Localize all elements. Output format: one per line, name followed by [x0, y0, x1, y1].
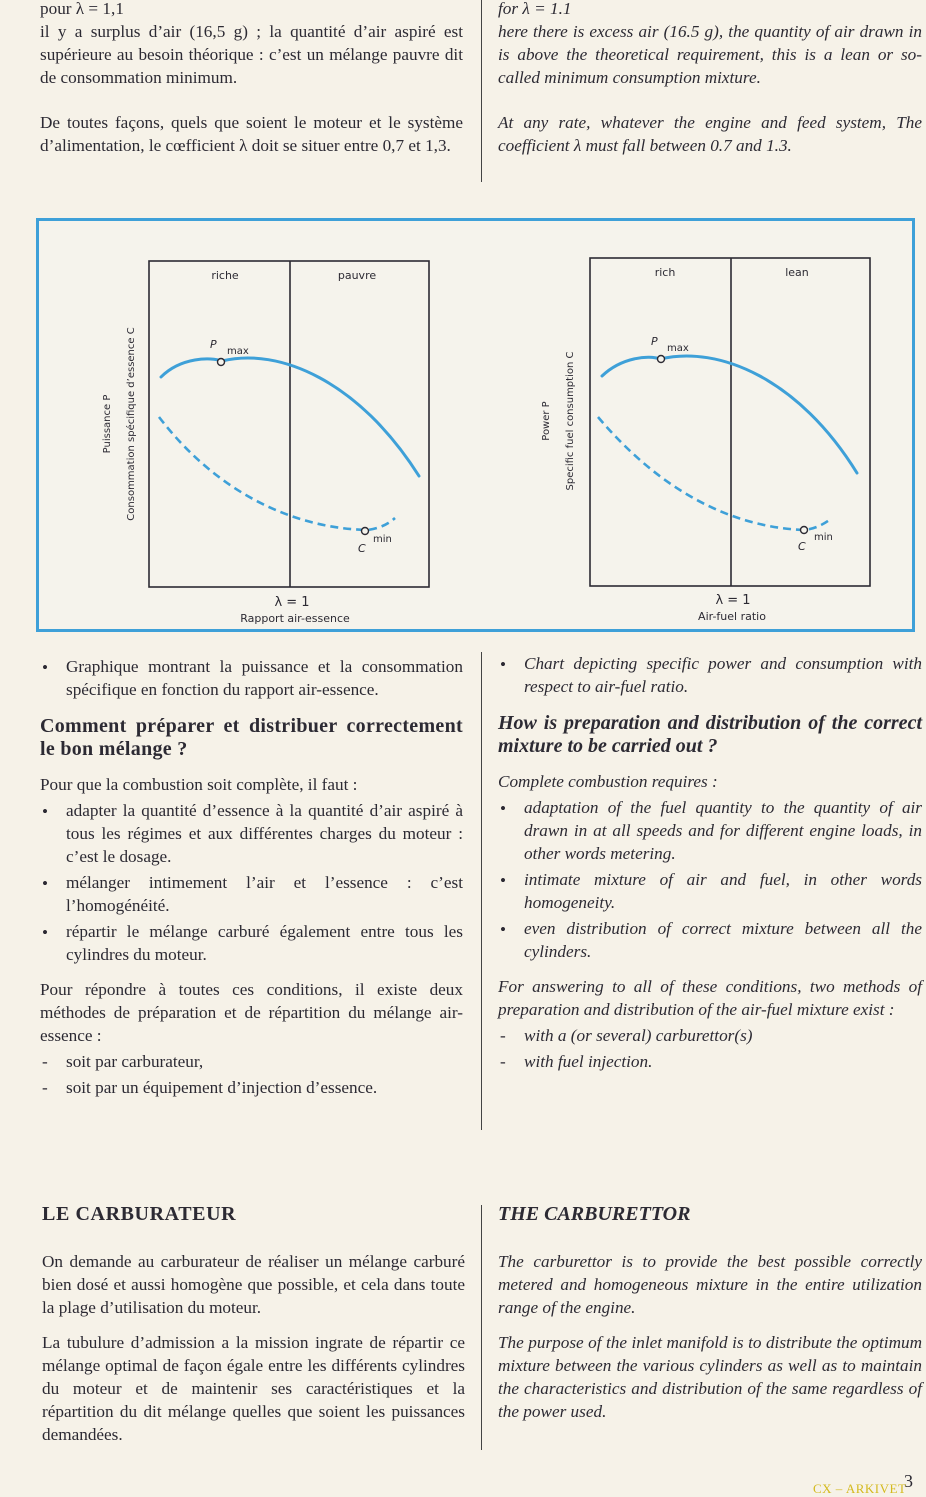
list-item: • mélanger intimement l’air et l’essence : c’est l’homogénéité. [40, 871, 463, 917]
list-item: - soit par carburateur, [40, 1050, 463, 1073]
diagram-fr-y-label-consumption: Consommation spécifique d’essence C [126, 327, 137, 521]
intro-fr-paragraph-2: De toutes façons, quels que soient le moteur et le système d’alimentation, le cœfficient λ doit se situer entre 0,7 et 1,3. [40, 113, 463, 155]
section1-fr-paragraph-2: Pour répondre à toutes ces conditions, il existe deux méthodes de préparation et de répartition du mélange air-essence : [40, 980, 463, 1045]
diagram-en-cmin-point [801, 527, 808, 534]
column-divider-middle [481, 652, 482, 1130]
diagram-en-pmax-point [658, 356, 665, 363]
list-item: • even distribution of correct mixture between all the cylinders. [498, 917, 922, 963]
section1-fr [40, 655, 463, 1111]
diagram-fr-y-label-power: Puissance P [102, 394, 113, 454]
section2-en [498, 1203, 922, 1435]
section2-en-paragraph-1: The carburettor is to provide the best possible correctly metered and homogeneous mixture in the entire utilization range of the engine. [498, 1252, 922, 1317]
list-item: • adaptation of the fuel quantity to the quantity of air drawn in at all speeds and for different engine loads, in other words metering. [498, 796, 922, 865]
section1-fr-dashes [40, 1050, 463, 1099]
diagram-en-p-sub: max [667, 343, 689, 354]
section1-fr-title: Comment préparer et distribuer correctement le bon mélange ? [40, 715, 463, 760]
page-number: 3 [904, 1471, 913, 1491]
intro-fr-lambda: pour λ = 1,1 [40, 0, 124, 18]
section1-fr-bullets [40, 799, 463, 966]
intro-en-lambda: for λ = 1.1 [498, 0, 572, 18]
diagram-fr-zone-left: riche [211, 269, 239, 282]
section1-en-bullets [498, 796, 922, 963]
list-item: - with fuel injection. [498, 1050, 922, 1073]
figure-svg [39, 221, 912, 629]
diagram-en-y-label-power: Power P [541, 401, 552, 441]
list-item: - soit par un équipement d’injection d’essence. [40, 1076, 463, 1099]
diagram-fr-cmin-point [362, 528, 369, 535]
diagram-en-power-curve [602, 356, 857, 473]
diagram-en-c-label: C [798, 540, 806, 553]
diagram-fr-c-sub: min [373, 534, 392, 545]
diagram-fr-consumption-curve [159, 417, 395, 530]
section1-fr-lead: Pour que la combustion soit complète, il faut : [40, 775, 358, 794]
section2-fr [42, 1203, 465, 1458]
diagram-en-x-label: Air-fuel ratio [698, 610, 766, 623]
section1-en-paragraph-2: For answering to all of these conditions, two methods of preparation and distribution of the air-fuel mixture exist : [498, 977, 922, 1019]
diagram-en-consumption-curve [598, 417, 832, 530]
figure-box [36, 218, 915, 632]
intro-fr-paragraph-1: il y a surplus d’air (16,5 g) ; la quantité d’air aspiré est supérieure au besoin théorique : c’est un mélange pauvre dit de consommation minimum. [40, 22, 463, 87]
list-item: • répartir le mélange carburé également entre tous les cylindres du moteur. [40, 920, 463, 966]
diagram-fr-zone-right: pauvre [337, 269, 377, 282]
diagram-en-zone-left: rich [654, 266, 676, 279]
section2-fr-paragraph-1: On demande au carburateur de réaliser un mélange carburé bien dosé et aussi homogène que possible, et cela dans toute la plage d’utilisation du moteur. [42, 1252, 465, 1317]
list-item: • intimate mixture of air and fuel, in other words homogeneity. [498, 868, 922, 914]
section2-fr-paragraph-2: La tubulure d’admission a la mission ingrate de répartir ce mélange optimal de façon égale entre les différents cylindres du moteur et de maintenir ses caractéristiques et la répartition du dit mélange quelles que soient les puissances demandées. [42, 1333, 465, 1444]
intro-en-paragraph-1: here there is excess air (16.5 g), the quantity of air drawn in is above the theoretical requirement, this is a lean or so-called minimum consumption mixture. [498, 22, 922, 87]
diagram-en-y-label-consumption: Specific fuel consumption C [565, 351, 576, 491]
diagram-en-lambda-label: λ = 1 [715, 593, 751, 608]
diagram-fr [102, 261, 429, 625]
diagram-en-c-sub: min [814, 532, 833, 543]
section1-en-dashes [498, 1024, 922, 1073]
column-divider-bottom [481, 1205, 482, 1450]
watermark: CX – ARKIVET [813, 1481, 907, 1496]
diagram-en [541, 258, 870, 623]
diagram-fr-p-sub: max [227, 346, 249, 357]
section2-en-paragraph-2: The purpose of the inlet manifold is to distribute the optimum mixture between the various cylinders as well as to maintain the characteristics and distribution of the same regardless of the power used. [498, 1333, 922, 1421]
figure-caption-en: • Chart depicting specific power and consumption with respect to air-fuel ratio. [498, 652, 922, 698]
list-item: - with a (or several) carburettor(s) [498, 1024, 922, 1047]
diagram-fr-c-label: C [358, 542, 366, 555]
section1-en-title: How is preparation and distribution of the correct mixture to be carried out ? [498, 712, 922, 757]
diagram-fr-p-label: P [210, 338, 217, 351]
diagram-en-zone-right: lean [785, 266, 809, 279]
section1-en-lead: Complete combustion requires : [498, 772, 718, 791]
intro-en [498, 0, 922, 169]
diagram-en-p-label: P [651, 335, 658, 348]
intro-en-paragraph-2: At any rate, whatever the engine and feed system, The coefficient λ must fall between 0.7 and 1.3. [498, 113, 922, 155]
figure-caption-fr: • Graphique montrant la puissance et la consommation spécifique en fonction du rapport air-essence. [40, 655, 463, 701]
intro-fr [40, 0, 463, 169]
section2-en-title: THE CARBURETTOR [498, 1203, 691, 1225]
section1-en [498, 652, 922, 1085]
list-item: • adapter la quantité d’essence à la quantité d’air aspiré à tous les régimes et aux différentes charges du moteur : c’est le dosage. [40, 799, 463, 868]
section2-fr-title: LE CARBURATEUR [42, 1203, 237, 1225]
diagram-fr-pmax-point [218, 359, 225, 366]
diagram-fr-lambda-label: λ = 1 [274, 595, 310, 610]
diagram-fr-x-label: Rapport air-essence [240, 612, 350, 625]
column-divider-top [481, 0, 482, 182]
